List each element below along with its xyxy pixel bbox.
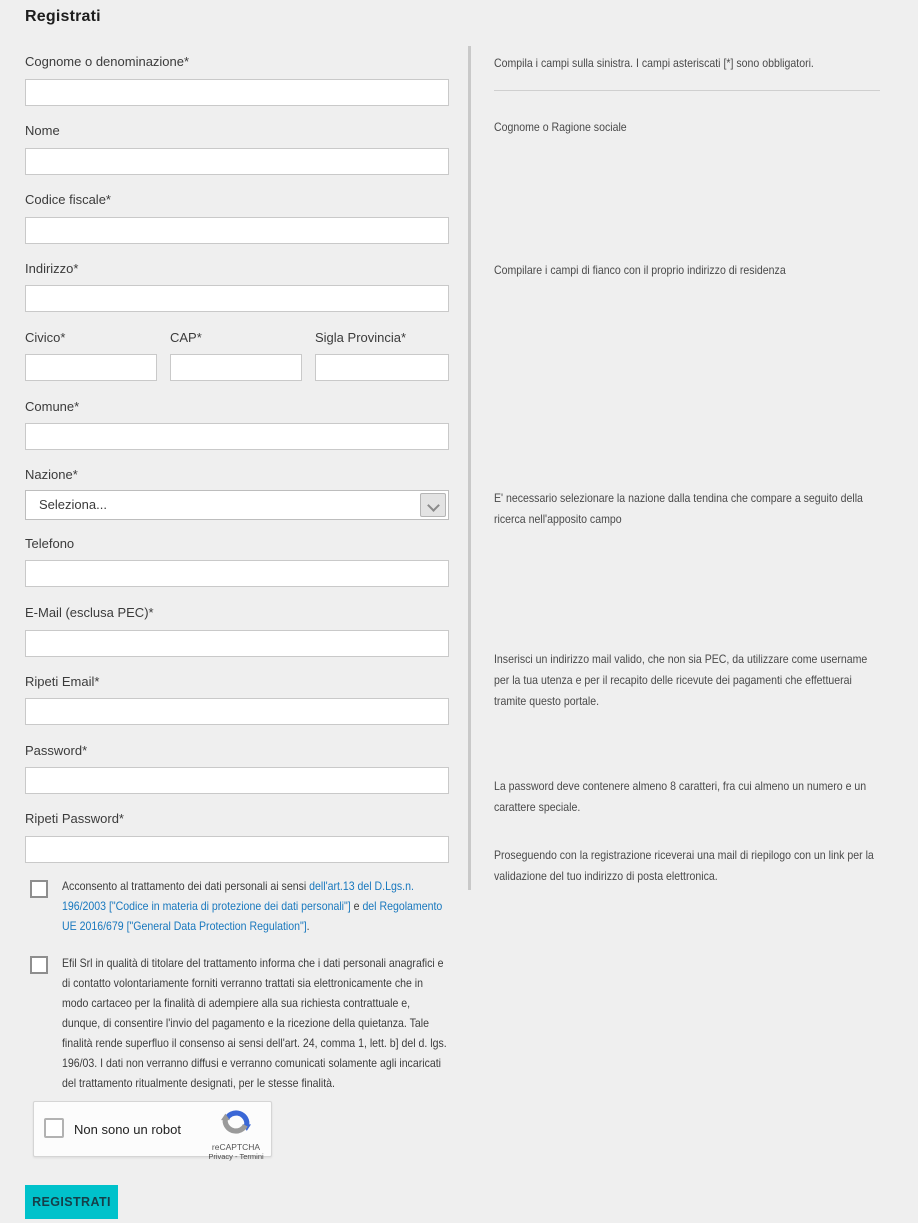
email-label: E-Mail (esclusa PEC)* xyxy=(25,605,154,620)
ripeti-email-label: Ripeti Email* xyxy=(25,674,100,689)
sigla-provincia-input[interactable] xyxy=(315,354,449,381)
help-cognome: Cognome o Ragione sociale xyxy=(494,120,627,134)
nome-label: Nome xyxy=(25,123,60,138)
cognome-input[interactable] xyxy=(25,79,449,106)
help-email: Inserisci un indirizzo mail valido, che non sia PEC, da utilizzare come username per la tua utenza e per il recapito delle ricevute dei pagamenti che effettuerai tramite questo portale. xyxy=(494,652,868,708)
telefono-label: Telefono xyxy=(25,536,75,551)
help-divider xyxy=(494,90,880,91)
civico-input[interactable] xyxy=(25,354,157,381)
help-registrazione: Proseguendo con la registrazione riceverai una mail di riepilogo con un link per la validazione del tuo indirizzo di posta elettronica. xyxy=(494,848,874,883)
recaptcha-links-separator: - xyxy=(235,1152,238,1161)
privacy-text-after: . xyxy=(306,919,310,933)
email-input[interactable] xyxy=(25,630,449,657)
recaptcha-label: Non sono un robot xyxy=(74,1122,181,1137)
chevron-down-icon[interactable] xyxy=(420,493,446,517)
nome-input[interactable] xyxy=(25,148,449,175)
recaptcha-widget xyxy=(33,1101,272,1161)
nazione-select[interactable] xyxy=(25,490,449,520)
cognome-label: Cognome o denominazione* xyxy=(25,54,190,69)
help-nazione: E' necessario selezionare la nazione dalla tendina che compare a seguito della ricerca nell'apposito campo xyxy=(494,491,863,526)
cap-input[interactable] xyxy=(170,354,302,381)
indirizzo-input[interactable] xyxy=(25,285,449,312)
efil-consent-checkbox[interactable] xyxy=(30,956,48,974)
efil-consent-text: Efil Srl in qualità di titolare del trattamento informa che i dati personali anagrafici e di contatto volontariamente forniti verranno trattati sia elettronicamente che in modo cartaceo per la finalità di adempiere alla sua richiesta contrattuale e, dunque, di consentire l'invio del pagamento e la ricezione della quietanza. Tale finalità rende superfluo il consenso ai sensi dell'art. 24, comma 1, lett. b] del d. lgs. 196/03. I dati non verranno diffusi e verranno comunicati solamente agli incaricati del trattamento ritualmente designati, per le stesse finalità. xyxy=(62,956,447,1090)
ripeti-password-input[interactable] xyxy=(25,836,449,863)
recaptcha-links xyxy=(207,1152,265,1161)
recaptcha-terms-link[interactable]: Termini xyxy=(239,1152,264,1161)
privacy-law-link[interactable]: dell'art.13 del D.Lgs.n. 196/2003 ["Codice in materia di protezione dei dati personali"] xyxy=(62,879,414,913)
column-divider xyxy=(468,46,471,890)
civico-label: Civico* xyxy=(25,330,66,345)
page-title: Registrati xyxy=(25,8,101,25)
help-indirizzo: Compilare i campi di fianco con il proprio indirizzo di residenza xyxy=(494,263,786,277)
password-label: Password* xyxy=(25,743,88,758)
recaptcha-checkbox[interactable] xyxy=(44,1118,64,1138)
recaptcha-brand-name: reCAPTCHA xyxy=(211,1142,261,1152)
registrati-button[interactable]: REGISTRATI xyxy=(25,1185,118,1219)
cap-label: CAP* xyxy=(170,330,202,345)
recaptcha-privacy-link[interactable]: Privacy xyxy=(208,1152,233,1161)
ripeti-password-label: Ripeti Password* xyxy=(25,811,124,826)
privacy-consent-checkbox[interactable] xyxy=(30,880,48,898)
nazione-label: Nazione* xyxy=(25,467,78,482)
privacy-text-middle: e xyxy=(350,899,363,913)
ripeti-email-input[interactable] xyxy=(25,698,449,725)
comune-input[interactable] xyxy=(25,423,449,450)
help-intro: Compila i campi sulla sinistra. I campi asteriscati [*] sono obbligatori. xyxy=(494,56,814,70)
sigla-provincia-label: Sigla Provincia* xyxy=(315,330,407,345)
gdpr-link[interactable]: del Regolamento UE 2016/679 ["General Data Protection Regulation"] xyxy=(62,899,443,933)
telefono-input[interactable] xyxy=(25,560,449,587)
help-password: La password deve contenere almeno 8 caratteri, fra cui almeno un numero e un carattere speciale. xyxy=(494,779,867,814)
nazione-selected-value: Seleziona... xyxy=(39,497,107,512)
password-input[interactable] xyxy=(25,767,449,794)
privacy-text-before: Acconsento al trattamento dei dati personali ai sensi xyxy=(62,879,310,893)
privacy-consent-text xyxy=(62,876,449,936)
indirizzo-label: Indirizzo* xyxy=(25,261,79,276)
codice-fiscale-label: Codice fiscale* xyxy=(25,192,111,207)
recaptcha-logo-icon xyxy=(221,1107,251,1137)
comune-label: Comune* xyxy=(25,399,80,414)
codice-fiscale-input[interactable] xyxy=(25,217,449,244)
recaptcha-brand xyxy=(207,1107,265,1161)
